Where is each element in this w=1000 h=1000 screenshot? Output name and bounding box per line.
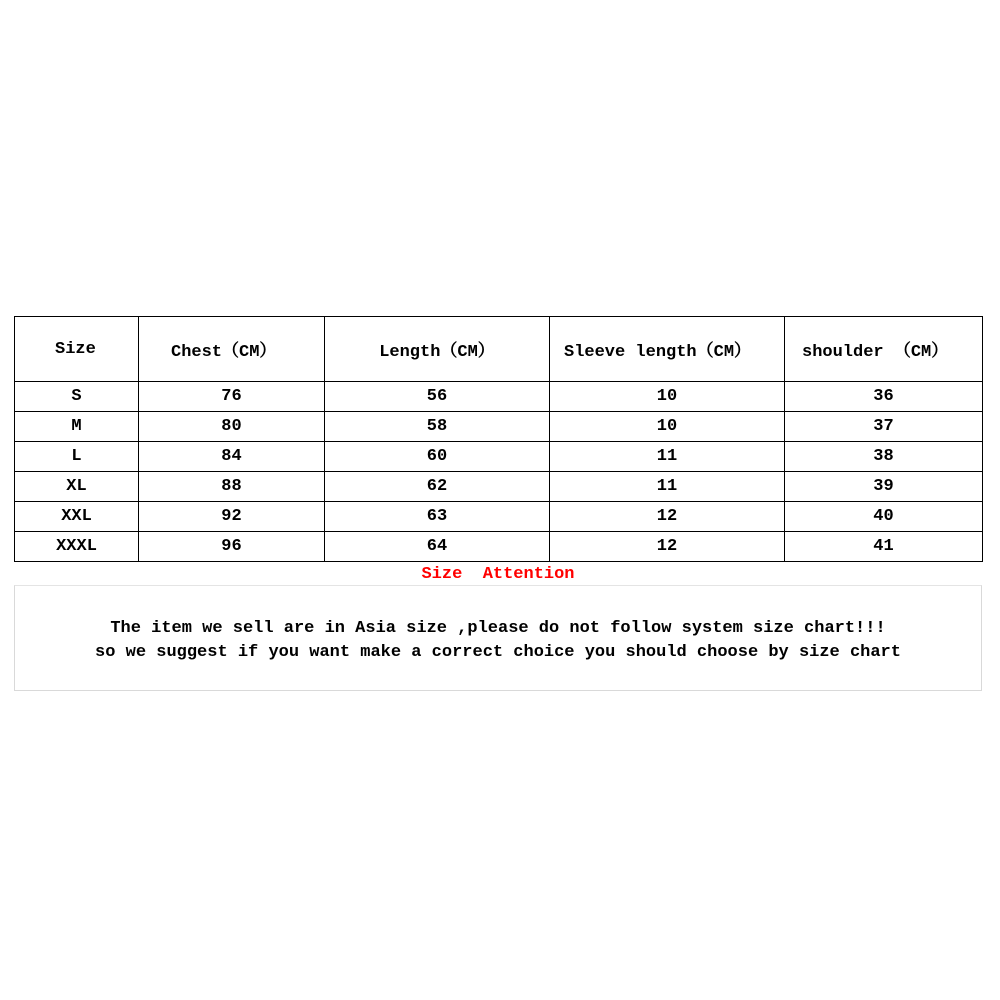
cell-length: 58: [325, 412, 550, 442]
header-chest: Chest（CM）: [139, 317, 325, 382]
cell-length: 60: [325, 442, 550, 472]
cell-shoulder: 38: [785, 442, 983, 472]
cell-chest: 92: [139, 502, 325, 532]
cell-shoulder: 41: [785, 532, 983, 562]
size-notice-box: [14, 585, 982, 691]
cell-size: XXXL: [15, 532, 139, 562]
table-row: [15, 472, 983, 502]
table-row: [15, 502, 983, 532]
cell-sleeve-length: 11: [550, 472, 785, 502]
cell-chest: 84: [139, 442, 325, 472]
cell-size: XXL: [15, 502, 139, 532]
cell-size: M: [15, 412, 139, 442]
notice-line-asia-size: The item we sell are in Asia size ,please do not follow system size chart!!!: [110, 619, 886, 638]
header-size: Size: [15, 317, 139, 382]
table-header-row: [15, 317, 983, 382]
table-row: [15, 412, 983, 442]
table-row: [15, 532, 983, 562]
table-row: [15, 442, 983, 472]
cell-chest: 88: [139, 472, 325, 502]
cell-chest: 80: [139, 412, 325, 442]
cell-size: XL: [15, 472, 139, 502]
header-sleeve-length: Sleeve length（CM）: [550, 317, 785, 382]
cell-shoulder: 36: [785, 382, 983, 412]
size-chart-table: [14, 316, 983, 562]
cell-length: 56: [325, 382, 550, 412]
size-attention-title: Size Attention: [421, 565, 575, 584]
cell-size: S: [15, 382, 139, 412]
cell-length: 64: [325, 532, 550, 562]
notice-line-suggestion: so we suggest if you want make a correct choice you should choose by size chart: [95, 643, 901, 662]
cell-sleeve-length: 12: [550, 532, 785, 562]
header-length: Length（CM）: [325, 317, 550, 382]
cell-sleeve-length: 10: [550, 382, 785, 412]
cell-shoulder: 39: [785, 472, 983, 502]
cell-sleeve-length: 11: [550, 442, 785, 472]
cell-sleeve-length: 10: [550, 412, 785, 442]
cell-length: 62: [325, 472, 550, 502]
header-shoulder: shoulder （CM）: [785, 317, 983, 382]
cell-sleeve-length: 12: [550, 502, 785, 532]
cell-shoulder: 37: [785, 412, 983, 442]
cell-length: 63: [325, 502, 550, 532]
cell-shoulder: 40: [785, 502, 983, 532]
table-row: [15, 382, 983, 412]
cell-size: L: [15, 442, 139, 472]
cell-chest: 76: [139, 382, 325, 412]
cell-chest: 96: [139, 532, 325, 562]
